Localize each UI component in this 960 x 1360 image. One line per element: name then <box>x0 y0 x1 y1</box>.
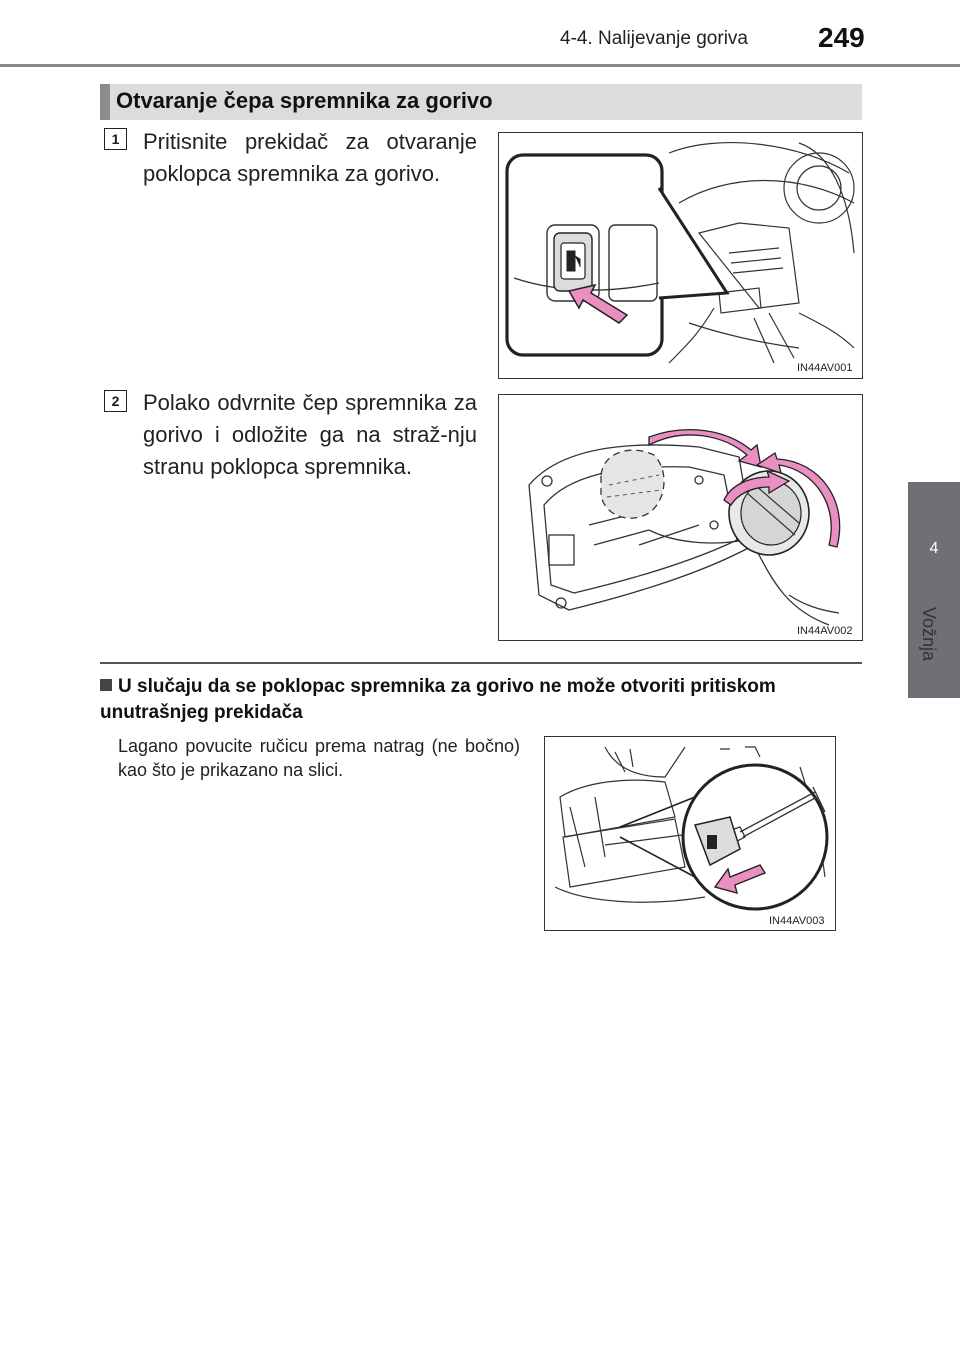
page-number: 249 <box>818 22 865 53</box>
section-title: Otvaranje čepa spremnika za gorivo <box>116 88 493 113</box>
running-header-section: 4-4. Nalijevanje goriva <box>560 28 748 49</box>
header-rule <box>0 64 960 67</box>
note-heading <box>100 674 862 726</box>
chapter-number: 4 <box>929 540 939 557</box>
chapter-label: Vožnja <box>919 607 939 662</box>
section-divider <box>100 662 862 664</box>
figure-code: IN44AV002 <box>797 625 853 637</box>
step-number-badge: 1 <box>104 128 127 150</box>
step-1-text: Pritisnite prekidač za otvaranje poklopca spremnika za gorivo. <box>143 129 477 186</box>
figure-trunk-release <box>544 736 836 931</box>
fuel-cap-illustration <box>499 395 862 640</box>
figure-code: IN44AV003 <box>769 915 825 927</box>
section-title-accent <box>100 84 110 120</box>
figure-fuel-cap <box>498 394 863 641</box>
dashboard-illustration <box>499 133 862 378</box>
step-2-text: Polako odvrnite čep spremnika za gorivo i odložite ga na straž-nju stranu poklopca spremnika. <box>143 390 477 479</box>
chapter-tab <box>908 482 960 698</box>
note-body: Lagano povucite ručicu prema natrag (ne bočno) kao što je prikazano na slici. <box>118 736 520 780</box>
trunk-illustration <box>545 737 835 930</box>
note-heading-text: U slučaju da se poklopac spremnika za gorivo ne može otvoriti pritiskom unutrašnjeg prekidača <box>100 676 776 723</box>
figure-code: IN44AV001 <box>797 362 853 374</box>
bullet-square-icon <box>100 679 112 691</box>
step-number-badge: 2 <box>104 390 127 412</box>
figure-fuel-door-switch <box>498 132 863 379</box>
